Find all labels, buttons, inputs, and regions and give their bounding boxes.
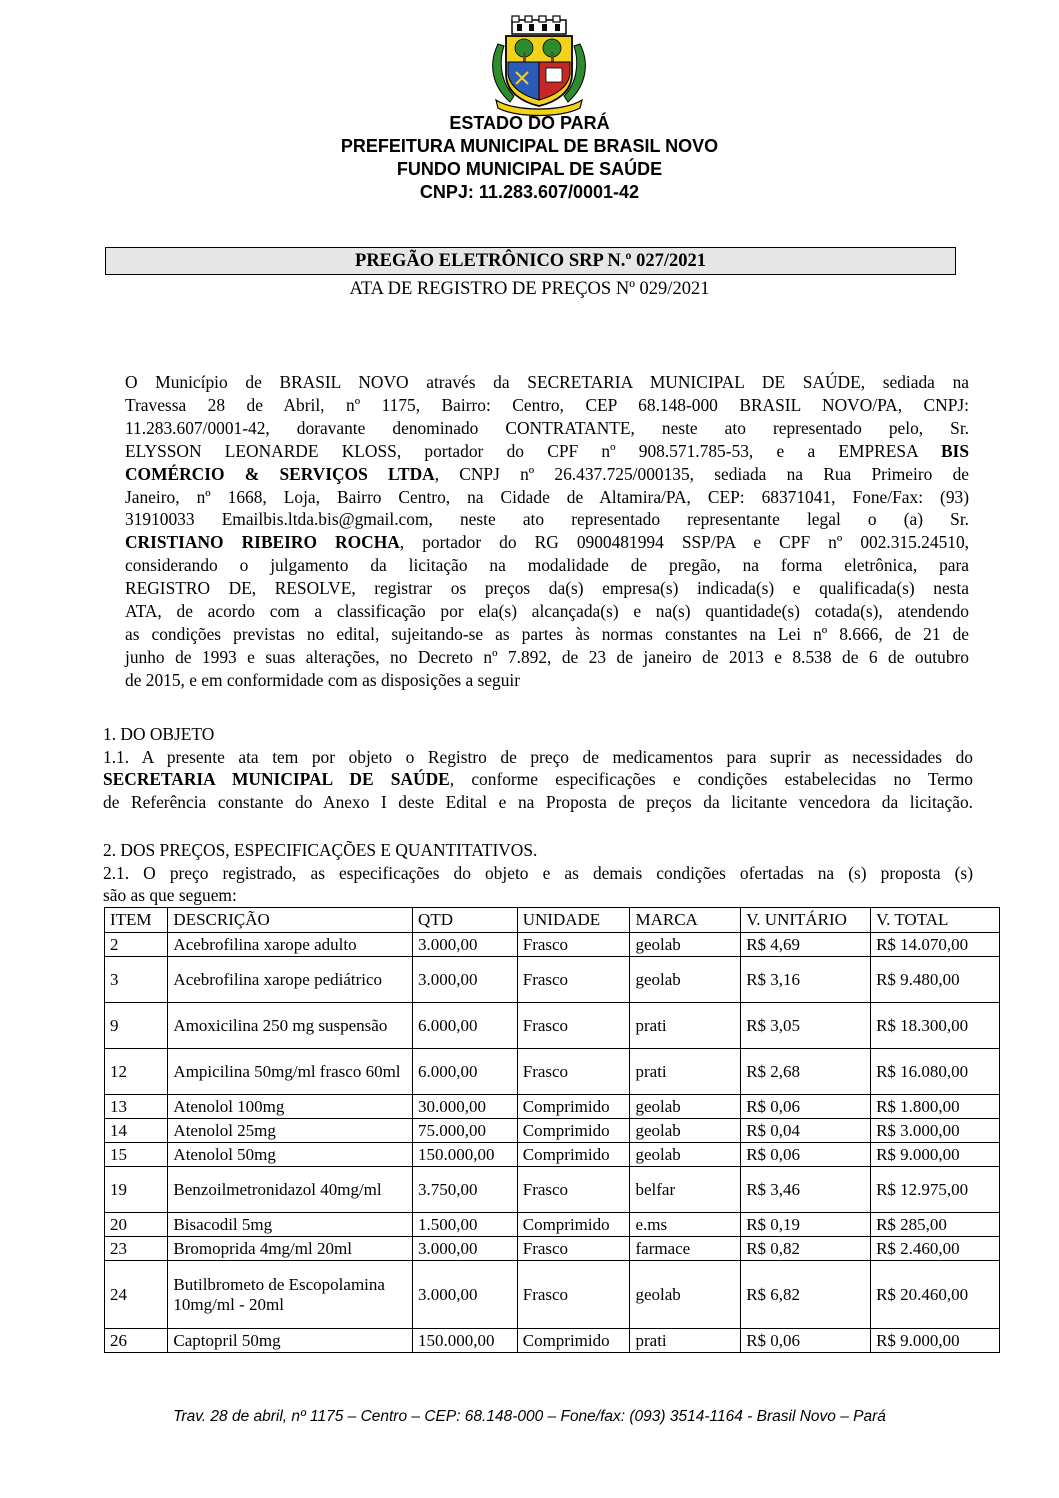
brand-cell: belfar — [630, 1167, 741, 1213]
unit-cell: Frasco — [517, 1261, 630, 1329]
brand-cell: e.ms — [630, 1213, 741, 1237]
section-line: 2.1. O preço registrado, as especificações do objeto e as demais condições ofertadas na (s) proposta (s) — [103, 862, 973, 883]
brand-cell: farmace — [630, 1237, 741, 1261]
unit-cell: Frasco — [517, 1003, 630, 1049]
total-price-cell: R$ 9.000,00 — [871, 1143, 1000, 1167]
item-cell: 12 — [105, 1049, 168, 1095]
item-cell: 9 — [105, 1003, 168, 1049]
brand-cell: geolab — [630, 1143, 741, 1167]
header-state: ESTADO DO PARÁ — [449, 113, 610, 133]
col-header: DESCRIÇÃO — [168, 908, 413, 933]
document-subtitle: ATA DE REGISTRO DE PREÇOS Nº 029/2021 — [349, 279, 710, 299]
unit-cell: Frasco — [517, 1049, 630, 1095]
intro-paragraph — [125, 371, 969, 692]
section-line: 1.1. A presente ata tem por objeto o Registro de preço de medicamentos para suprir as necessidades do — [103, 746, 973, 767]
unit-price-cell: R$ 0,06 — [741, 1143, 871, 1167]
description-cell: Bromoprida 4mg/ml 20ml — [168, 1237, 413, 1261]
unit-price-cell: R$ 0,04 — [741, 1119, 871, 1143]
unit-cell: Frasco — [517, 1167, 630, 1213]
item-cell: 26 — [105, 1329, 168, 1353]
unit-price-cell: R$ 0,06 — [741, 1095, 871, 1119]
col-header: QTD — [413, 908, 518, 933]
unit-price-cell: R$ 6,82 — [741, 1261, 871, 1329]
intro-representative-name: CRISTIANO RIBEIRO ROCHA — [125, 532, 400, 553]
section-text: , conforme especificações e condições estabelecidas no Termo — [449, 769, 973, 789]
unit-cell: Comprimido — [517, 1329, 630, 1353]
total-price-cell: R$ 14.070,00 — [871, 933, 1000, 957]
brand-cell: prati — [630, 1003, 741, 1049]
table-row — [105, 1049, 1000, 1095]
description-cell: Atenolol 50mg — [168, 1143, 413, 1167]
total-price-cell: R$ 1.800,00 — [871, 1095, 1000, 1119]
col-header: V. TOTAL — [871, 908, 1000, 933]
qtd-cell: 6.000,00 — [413, 1049, 518, 1095]
description-cell: Butilbrometo de Escopolamina 10mg/ml - 20ml — [168, 1261, 413, 1329]
header-prefecture: PREFEITURA MUNICIPAL DE BRASIL NOVO — [340, 136, 719, 156]
unit-price-cell: R$ 2,68 — [741, 1049, 871, 1095]
header-cnpj: CNPJ: 11.283.607/0001-42 — [419, 182, 640, 202]
qtd-cell: 150.000,00 — [413, 1329, 518, 1353]
description-cell: Atenolol 25mg — [168, 1119, 413, 1143]
intro-line: as condições previstas no edital, sujeitando-se as partes às normas constantes na Lei nº 8.666, de 21 de — [125, 623, 969, 644]
intro-line: ATA, de acordo com a classificação por ela(s) alcançada(s) e na(s) quantidade(s) cotada(s), atendendo — [125, 601, 969, 622]
description-cell: Acebrofilina xarope pediátrico — [168, 957, 413, 1003]
item-cell: 24 — [105, 1261, 168, 1329]
brand-cell: geolab — [630, 1095, 741, 1119]
intro-line — [125, 531, 969, 554]
col-header: V. UNITÁRIO — [741, 908, 871, 933]
table-row — [105, 1213, 1000, 1237]
section-line: são as que seguem: — [103, 885, 237, 905]
qtd-cell: 150.000,00 — [413, 1143, 518, 1167]
intro-line: REGISTRO DE, RESOLVE, registrar os preços da(s) empresa(s) indicada(s) e qualificada(s) nesta — [125, 578, 969, 599]
description-cell: Captopril 50mg — [168, 1329, 413, 1353]
table-header-row — [105, 908, 1000, 933]
unit-price-cell: R$ 4,69 — [741, 933, 871, 957]
intro-line: Janeiro, nº 1668, Loja, Bairro Centro, na Cidade de Altamira/PA, CEP: 68371041, Fone/Fax: (93) — [125, 486, 969, 507]
qtd-cell: 3.000,00 — [413, 1261, 518, 1329]
intro-text: , CNPJ nº 26.437.725/000135, sediada na Rua Primeiro de — [434, 463, 969, 484]
description-cell: Bisacodil 5mg — [168, 1213, 413, 1237]
intro-text: , portador do RG 0900481994 SSP/PA e CPF nº 002.315.24510, — [399, 532, 970, 553]
total-price-cell: R$ 16.080,00 — [871, 1049, 1000, 1095]
page-footer: Trav. 28 de abril, nº 1175 – Centro – CEP: 68.148-000 – Fone/fax: (093) 3514-1164 - Brasil Novo – Pará — [173, 1408, 886, 1425]
description-cell: Atenolol 100mg — [168, 1095, 413, 1119]
total-price-cell: R$ 2.460,00 — [871, 1237, 1000, 1261]
table-row — [105, 1143, 1000, 1167]
qtd-cell: 3.000,00 — [413, 1237, 518, 1261]
item-cell: 13 — [105, 1095, 168, 1119]
unit-price-cell: R$ 3,05 — [741, 1003, 871, 1049]
item-cell: 20 — [105, 1213, 168, 1237]
table-row — [105, 1167, 1000, 1213]
brand-cell: geolab — [630, 1261, 741, 1329]
total-price-cell: R$ 285,00 — [871, 1213, 1000, 1237]
table-row — [105, 1261, 1000, 1329]
items-table — [104, 907, 1000, 1353]
crown-icon — [512, 16, 566, 34]
intro-text: ELYSSON LEONARDE KLOSS, portador do CPF nº 908.571.785-53, e a EMPRESA — [125, 440, 918, 461]
item-cell: 2 — [105, 933, 168, 957]
col-header: UNIDADE — [517, 908, 630, 933]
qtd-cell: 30.000,00 — [413, 1095, 518, 1119]
description-cell: Benzoilmetronidazol 40mg/ml — [168, 1167, 413, 1213]
brand-cell: prati — [630, 1049, 741, 1095]
municipal-crest-emblem — [484, 14, 594, 118]
intro-line: de 2015, e em conformidade com as disposições a seguir — [125, 669, 521, 690]
intro-line — [125, 440, 969, 463]
intro-line: junho de 1993 e suas alterações, no Decreto nº 7.892, de 23 de janeiro de 2013 e 8.538 de 6 de outubro — [125, 646, 969, 667]
brand-cell: geolab — [630, 933, 741, 957]
unit-cell: Comprimido — [517, 1095, 630, 1119]
section-bold-text: SECRETARIA MUNICIPAL DE SAÚDE — [103, 769, 450, 789]
brand-cell: geolab — [630, 1119, 741, 1143]
section-line — [103, 768, 973, 791]
unit-price-cell: R$ 3,46 — [741, 1167, 871, 1213]
unit-price-cell: R$ 0,82 — [741, 1237, 871, 1261]
table-row — [105, 957, 1000, 1003]
table-row — [105, 1003, 1000, 1049]
item-cell: 14 — [105, 1119, 168, 1143]
document-title: PREGÃO ELETRÔNICO SRP N.º 027/2021 — [105, 247, 956, 275]
unit-cell: Comprimido — [517, 1213, 630, 1237]
intro-line: considerando o julgamento da licitação na modalidade de pregão, na forma eletrônica, para — [125, 555, 969, 576]
intro-line: 11.283.607/0001-42, doravante denominado CONTRATANTE, neste ato representado pelo, Sr. — [125, 417, 969, 438]
total-price-cell: R$ 9.000,00 — [871, 1329, 1000, 1353]
col-header: MARCA — [630, 908, 741, 933]
unit-price-cell: R$ 3,16 — [741, 957, 871, 1003]
total-price-cell: R$ 18.300,00 — [871, 1003, 1000, 1049]
section-heading: 2. DOS PREÇOS, ESPECIFICAÇÕES E QUANTITATIVOS. — [103, 840, 538, 860]
total-price-cell: R$ 12.975,00 — [871, 1167, 1000, 1213]
item-cell: 19 — [105, 1167, 168, 1213]
description-cell: Amoxicilina 250 mg suspensão — [168, 1003, 413, 1049]
unit-price-cell: R$ 0,06 — [741, 1329, 871, 1353]
document-header — [0, 112, 1059, 204]
unit-cell: Frasco — [517, 933, 630, 957]
unit-cell: Comprimido — [517, 1119, 630, 1143]
total-price-cell: R$ 9.480,00 — [871, 957, 1000, 1003]
item-cell: 3 — [105, 957, 168, 1003]
unit-price-cell: R$ 0,19 — [741, 1213, 871, 1237]
description-cell: Acebrofilina xarope adulto — [168, 933, 413, 957]
qtd-cell: 3.000,00 — [413, 957, 518, 1003]
item-cell: 15 — [105, 1143, 168, 1167]
qtd-cell: 3.750,00 — [413, 1167, 518, 1213]
brand-cell: geolab — [630, 957, 741, 1003]
section-heading: 1. DO OBJETO — [103, 724, 215, 744]
table-row — [105, 1237, 1000, 1261]
header-fund: FUNDO MUNICIPAL DE SAÚDE — [396, 159, 663, 179]
unit-cell: Frasco — [517, 1237, 630, 1261]
total-price-cell: R$ 20.460,00 — [871, 1261, 1000, 1329]
table-row — [105, 933, 1000, 957]
table-row — [105, 1119, 1000, 1143]
intro-line — [125, 463, 969, 486]
section-precos — [103, 839, 973, 907]
intro-line: Travessa 28 de Abril, nº 1175, Bairro: Centro, CEP 68.148-000 BRASIL NOVO/PA, CNPJ: — [125, 394, 969, 415]
intro-company-bold: BIS — [940, 440, 969, 461]
section-line: de Referência constante do Anexo I deste Edital e na Proposta de preços da licitante vencedora da licitação. — [103, 791, 973, 812]
description-cell: Ampicilina 50mg/ml frasco 60ml — [168, 1049, 413, 1095]
brand-cell: prati — [630, 1329, 741, 1353]
unit-cell: Frasco — [517, 957, 630, 1003]
qtd-cell: 3.000,00 — [413, 933, 518, 957]
intro-company-name: COMÉRCIO & SERVIÇOS LTDA — [125, 463, 435, 484]
col-header: ITEM — [105, 908, 168, 933]
total-price-cell: R$ 3.000,00 — [871, 1119, 1000, 1143]
unit-cell: Comprimido — [517, 1143, 630, 1167]
qtd-cell: 75.000,00 — [413, 1119, 518, 1143]
qtd-cell: 1.500,00 — [413, 1213, 518, 1237]
intro-line: O Município de BRASIL NOVO através da SECRETARIA MUNICIPAL DE SAÚDE, sediada na — [125, 372, 969, 392]
table-row — [105, 1095, 1000, 1119]
qtd-cell: 6.000,00 — [413, 1003, 518, 1049]
intro-line: 31910033 Emailbis.ltda.bis@gmail.com, neste ato representado representante legal o (a) Sr. — [125, 509, 969, 530]
section-objeto — [103, 723, 973, 813]
table-row — [105, 1329, 1000, 1353]
item-cell: 23 — [105, 1237, 168, 1261]
